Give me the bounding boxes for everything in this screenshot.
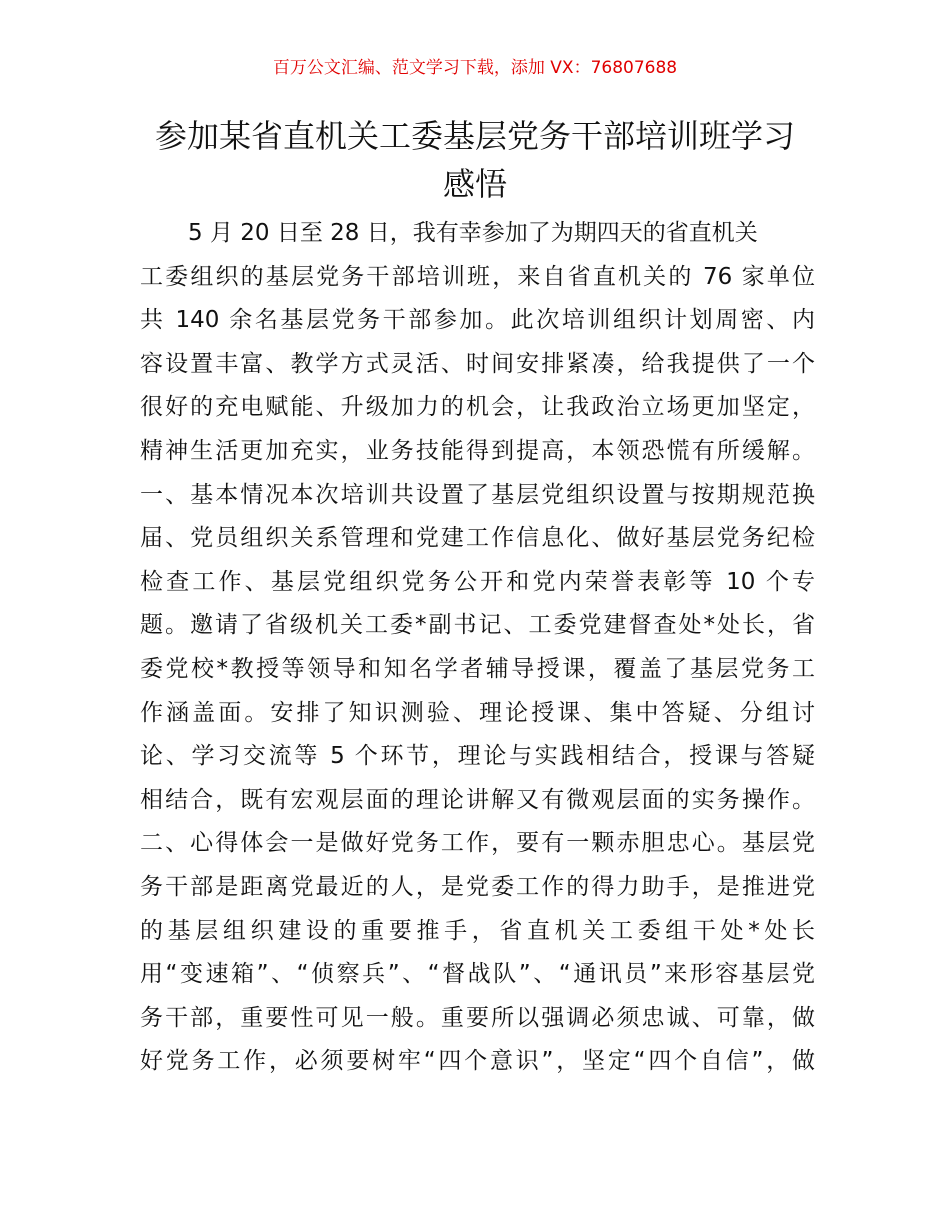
paragraph-line: 题。邀请了省级机关工委*副书记、工委党建督查处*处长，省 <box>140 612 815 639</box>
paragraph-line: 很好的充电赋能、升级加力的机会，让我政治立场更加坚定， <box>140 394 815 421</box>
paragraph-line: 相结合，既有宏观层面的理论讲解又有微观层面的实务操作。 <box>140 786 815 813</box>
paragraph-line: 好党务工作，必须要树牢“四个意识”，坚定“四个自信”，做 <box>140 1048 815 1075</box>
paragraph-line: 的基层组织建设的重要推手，省直机关工委组干处*处长 <box>140 917 815 944</box>
paragraph-line: 论、学习交流等 5 个环节，理论与实践相结合，授课与答疑 <box>140 743 815 770</box>
title-line: 感悟 <box>442 165 507 203</box>
paragraph-line: 精神生活更加充实，业务技能得到提高，本领恐慌有所缓解。 <box>140 437 815 464</box>
document-body <box>140 212 815 1084</box>
section-heading-line: 二、心得体会一是做好党务工作，要有一颗赤胆忠心。基层党 <box>140 830 815 857</box>
paragraph-line: 委党校*教授等领导和知名学者辅导授课，覆盖了基层党务工 <box>140 655 815 682</box>
section-heading-line: 一、基本情况本次培训共设置了基层党组织设置与按期规范换 <box>140 481 815 508</box>
paragraph-line: 务干部是距离党最近的人，是党委工作的得力助手，是推进党 <box>140 873 815 900</box>
paragraph-line: 容设置丰富、教学方式灵活、时间安排紧凑，给我提供了一个 <box>140 350 815 377</box>
paragraph-line: 用“变速箱”、“侦察兵”、“督战队”、“通讯员”来形容基层党 <box>140 961 815 988</box>
paragraph-line: 作涵盖面。安排了知识测验、理论授课、集中答疑、分组讨 <box>140 699 815 726</box>
paragraph-line: 工委组织的基层党务干部培训班，来自省直机关的 76 家单位 <box>140 263 815 290</box>
paragraph-line: 5 月 20 日至 28 日，我有幸参加了为期四天的省直机关 <box>188 220 758 246</box>
paragraph-line: 检查工作、基层党组织党务公开和党内荣誉表彰等 10 个专 <box>140 568 815 595</box>
paragraph-line: 务干部，重要性可见一般。重要所以强调必须忠诚、可靠，做 <box>140 1004 815 1031</box>
title-line: 参加某省直机关工委基层党务干部培训班学习 <box>154 117 795 155</box>
document-title <box>140 112 810 208</box>
paragraph-line: 届、党员组织关系管理和党建工作信息化、做好基层党务纪检 <box>140 525 815 552</box>
promo-header-note: 百万公文汇编、范文学习下载，添加 VX：76807688 <box>272 58 678 78</box>
paragraph-line: 共 140 余名基层党务干部参加。此次培训组织计划周密、内 <box>140 307 815 334</box>
